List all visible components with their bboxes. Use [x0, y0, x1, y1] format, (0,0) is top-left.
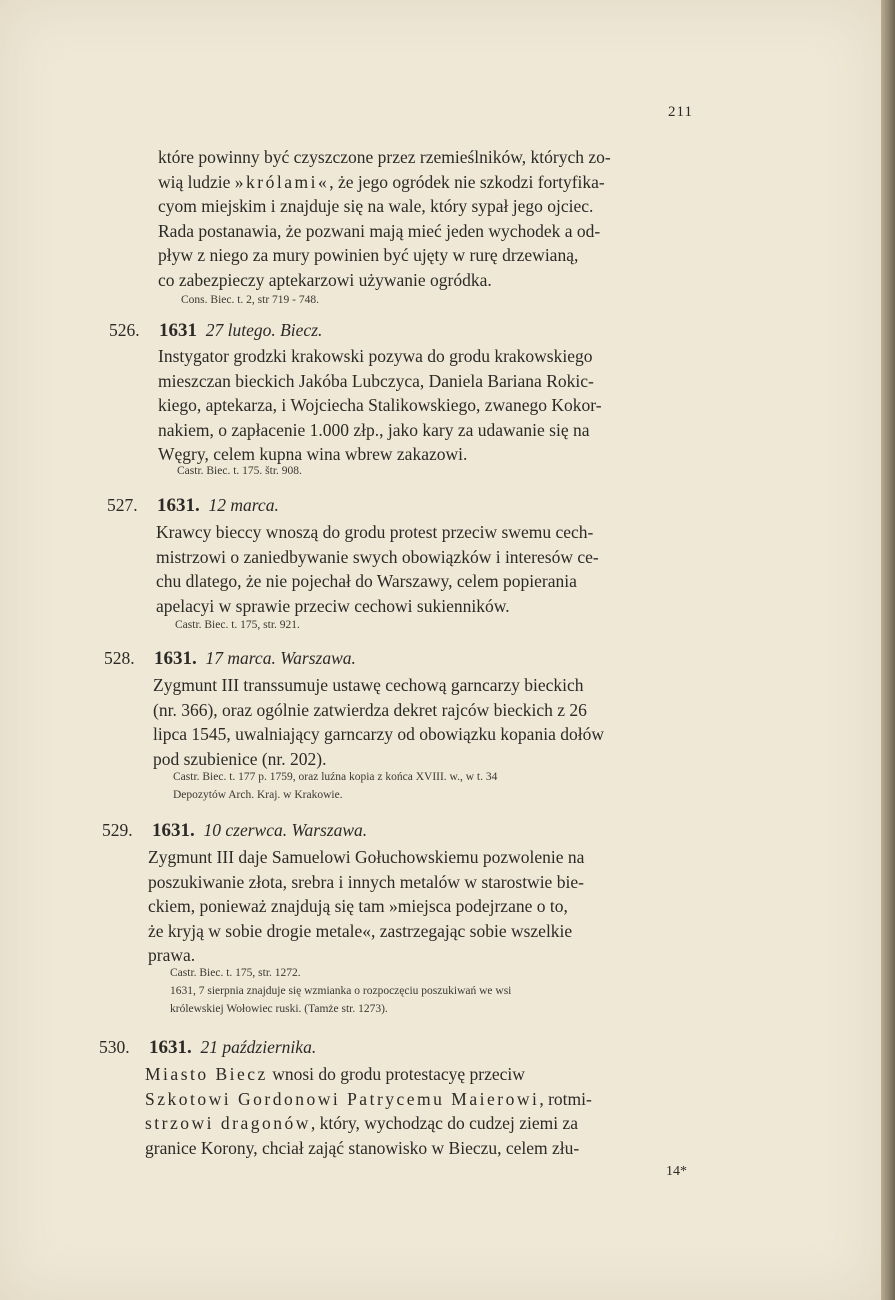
entry-date: 12 marca.	[208, 495, 279, 515]
entry-number: 527.	[107, 495, 138, 515]
source-note	[177, 462, 302, 480]
entry-heading-530	[99, 1037, 316, 1059]
text-line: Szkotowi Gordonowi Patrycemu Maierowi, rotmi-	[145, 1088, 592, 1109]
source-line: Castr. Biec. t. 175. štr. 908.	[177, 465, 302, 477]
source-note	[173, 768, 497, 804]
text-line: (nr. 366), oraz ogólnie zatwierdza dekret rajców bieckich z 26	[153, 699, 587, 720]
entry-date: 27 lutego. Biecz.	[205, 320, 323, 340]
entry-date: 10 czerwca. Warszawa.	[203, 820, 368, 840]
text-line: Miasto Biecz wnosi do grodu protestacyę przeciw	[145, 1064, 525, 1084]
text-line: ckiem, ponieważ znajdują się tam »miejsca podejrzane o to,	[148, 896, 568, 916]
entry-number: 526.	[109, 320, 140, 340]
entry-body-527	[156, 520, 701, 618]
text-line: pływ z niego za mury powinien być ujęty w rurę drzewianą,	[158, 245, 579, 265]
entry-body-526	[158, 344, 703, 467]
text-line: chu dlatego, że nie pojechał do Warszawy, celem popierania	[156, 571, 577, 591]
text-line: Krawcy bieccy wnoszą do grodu protest przeciw swemu cech-	[156, 522, 594, 542]
text-line: które powinny być czyszczone przez rzemieślników, których zo-	[158, 147, 611, 167]
entry-body-530	[145, 1062, 693, 1160]
entry-heading-526	[109, 320, 322, 342]
text-line: mieszczan bieckich Jakóba Lubczyca, Daniela Bariana Rokic-	[158, 370, 594, 391]
text-line: kiego, aptekarza, i Wojciecha Stalikowskiego, zwanego Kokor-	[158, 395, 602, 415]
entry-year: 1631.	[157, 495, 200, 516]
source-line: królewskiej Wołowiec ruski. (Tamże str. 1273).	[170, 1003, 388, 1015]
text-line: cyom miejskim i znajduje się na wale, który sypał jego ojciec.	[158, 196, 594, 216]
entry-body-528	[153, 673, 701, 771]
entry-number: 528.	[104, 648, 135, 668]
source-note	[170, 964, 511, 1018]
text-line: Węgry, celem kupna wina wbrew zakazowi.	[158, 444, 468, 464]
source-note	[175, 616, 300, 634]
text-line: Zygmunt III daje Samuelowi Gołuchowskiemu pozwolenie na	[148, 847, 585, 867]
entry-date: 17 marca. Warszawa.	[205, 648, 356, 668]
text-line: Zygmunt III transsumuje ustawę cechową garncarzy bieckich	[153, 675, 584, 695]
source-line: Depozytów Arch. Kraj. w Krakowie.	[173, 789, 343, 801]
page-number: 211	[668, 104, 693, 120]
entry-heading-527	[107, 495, 279, 517]
text-line: granice Korony, chciał zająć stanowisko w Bieczu, celem złu-	[145, 1137, 580, 1158]
source-line: 1631, 7 sierpnia znajduje się wzmianka o rozpoczęciu poszukiwań we wsi	[170, 985, 512, 997]
entry-heading-528	[104, 648, 356, 670]
entry-year: 1631.	[154, 648, 197, 669]
source-line: Castr. Biec. t. 175, str. 921.	[175, 619, 300, 631]
entry-year: 1631.	[149, 1037, 192, 1058]
entry-heading-529	[102, 820, 367, 842]
source-line: Cons. Biec. t. 2, str 719 - 748.	[181, 294, 319, 306]
text-line: mistrzowi o zaniedbywanie swych obowiązków i interesów ce-	[156, 546, 599, 567]
text-line: lipca 1545, uwalniający garncarzy od obowiązku kopania dołów	[153, 724, 604, 744]
entry-number: 529.	[102, 820, 133, 840]
source-note	[181, 291, 319, 309]
text-line: że kryją w sobie drogie metale«, zastrzegając sobie wszelkie	[148, 920, 573, 941]
source-line: Castr. Biec. t. 175, str. 1272.	[170, 967, 301, 979]
entry-year: 1631	[159, 320, 197, 341]
catchword: 14*	[666, 1164, 687, 1179]
text-line: poszukiwanie złota, srebra i innych metalów w starostwie bie-	[148, 871, 584, 892]
text-line: Instygator grodzki krakowski pozywa do grodu krakowskiego	[158, 346, 593, 366]
page-edge	[881, 0, 895, 1300]
source-line: Castr. Biec. t. 177 p. 1759, oraz luźna kopia z końca XVIII. w., w t. 34	[173, 771, 498, 783]
intro-paragraph	[158, 145, 698, 292]
entry-date: 21 października.	[200, 1037, 317, 1057]
entry-body-529	[148, 845, 698, 968]
text-line: strzowi dragonów, który, wychodząc do cudzej ziemi za	[145, 1113, 578, 1133]
text-line: apelacyi w sprawie przeciw cechowi sukienników.	[156, 595, 510, 616]
text-line: wią ludzie »królami«, że jego ogródek nie szkodzi fortyfika-	[158, 171, 605, 192]
text-line: pod szubienice (nr. 202).	[153, 748, 327, 769]
entry-number: 530.	[99, 1037, 130, 1057]
text-line: nakiem, o zapłacenie 1.000 złp., jako kary za udawanie się na	[158, 419, 590, 440]
entry-year: 1631.	[152, 820, 195, 841]
text-line: prawa.	[148, 945, 196, 965]
text-line: Rada postanawia, że pozwani mają mieć jeden wychodek a od-	[158, 220, 601, 241]
text-line: co zabezpieczy aptekarzowi używanie ogródka.	[158, 269, 492, 290]
